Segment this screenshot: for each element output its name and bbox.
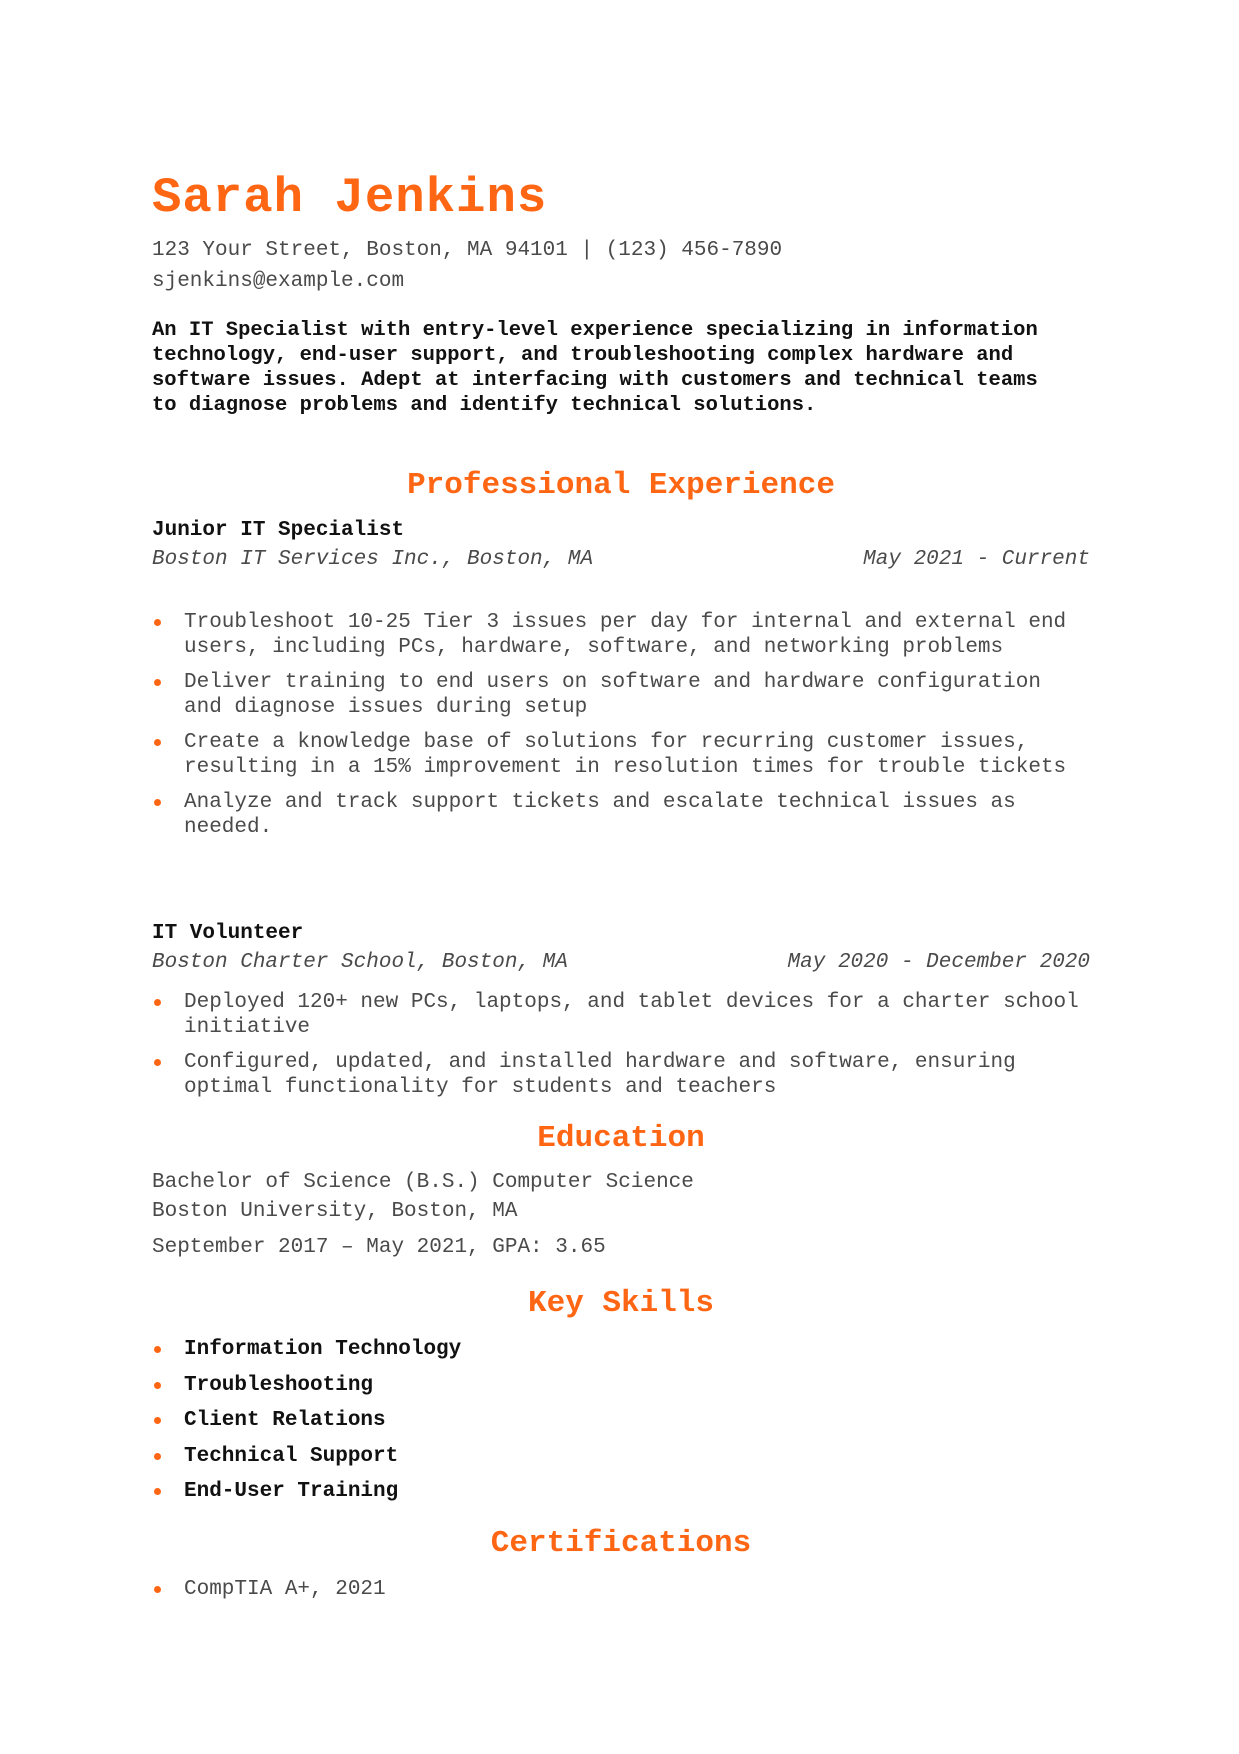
section-title-experience: Professional Experience [407,468,835,503]
bullet-dot-icon [154,999,161,1006]
education-degree: Bachelor of Science (B.S.) Computer Science [152,1171,694,1194]
bullet-text: Deployed 120+ new PCs, laptops, and tablet devices for a charter school initiative [184,991,1079,1039]
bullet-dot-icon [154,739,161,746]
bullet-dot-icon [154,1488,161,1495]
bullet-dot-icon [154,1059,161,1066]
email: sjenkins@example.com [152,270,405,293]
bullet-dot-icon [154,799,161,806]
skill-text: Information Technology [184,1338,462,1361]
job-title: Junior IT Specialist [152,519,405,542]
job-company: Boston Charter School, Boston, MA [152,951,568,974]
bullet-dot-icon [154,1586,161,1593]
skill-text: End-User Training [184,1480,399,1503]
bullet-text: Analyze and track support tickets and escalate technical issues as needed. [184,791,1016,839]
section-title-certifications: Certifications [490,1526,752,1561]
list-item [152,990,1090,1040]
section-title-skills: Key Skills [527,1286,715,1321]
job-bullets [152,990,1090,1110]
certifications-list [152,1577,1090,1612]
list-item [152,730,1090,780]
list-item [152,1577,1090,1602]
job-bullets [152,610,1090,850]
list-item [152,790,1090,840]
education-dates-gpa: September 2017 – May 2021, GPA: 3.65 [152,1236,606,1259]
list-item [152,1444,1090,1469]
skill-text: Troubleshooting [184,1373,374,1397]
skill-text: Technical Support [184,1444,399,1468]
bullet-text: Deliver training to end users on software and hardware configuration and diagnose issues during setup [184,671,1041,719]
bullet-text: Troubleshoot 10-25 Tier 3 issues per day for internal and external end users, including PCs, hardware, software, and networking problems [184,611,1067,659]
candidate-name: Sarah Jenkins [152,170,548,226]
skill-text: Client Relations [184,1409,386,1432]
bullet-dot-icon [154,679,161,686]
job-dates: May 2020 - December 2020 [787,951,1090,974]
list-item [152,1408,1090,1433]
bullet-dot-icon [154,1346,161,1353]
job-title: IT Volunteer [152,922,304,945]
list-item [152,1050,1090,1100]
address-phone: 123 Your Street, Boston, MA 94101 | (123) 456-7890 [152,239,783,262]
education-school: Boston University, Boston, MA [152,1200,518,1223]
bullet-dot-icon [154,619,161,626]
list-item [152,1479,1090,1504]
list-item [152,1373,1090,1398]
bullet-dot-icon [154,1382,161,1389]
bullet-text: Create a knowledge base of solutions for recurring customer issues, resulting in a 15% improvement in resolution times for trouble tickets [184,731,1067,779]
job-company: Boston IT Services Inc., Boston, MA [152,548,594,571]
bullet-text: Configured, updated, and installed hardware and software, ensuring optimal functionality for students and teachers [184,1051,1016,1099]
list-item [152,670,1090,720]
list-item [152,1337,1090,1362]
bullet-dot-icon [154,1453,161,1460]
summary: An IT Specialist with entry-level experience specializing in information technology, end-user support, and troubleshooting complex hardware and software issues. Adept at interfacing with customers and technical teams to diagnose problems and identify technical solutions. [152,319,1038,417]
bullet-dot-icon [154,1417,161,1424]
list-item [152,610,1090,660]
skills-list [152,1337,1090,1515]
certification-text: CompTIA A+, 2021 [184,1578,386,1601]
job-dates: May 2021 - Current [863,548,1090,571]
section-title-education: Education [537,1121,705,1156]
